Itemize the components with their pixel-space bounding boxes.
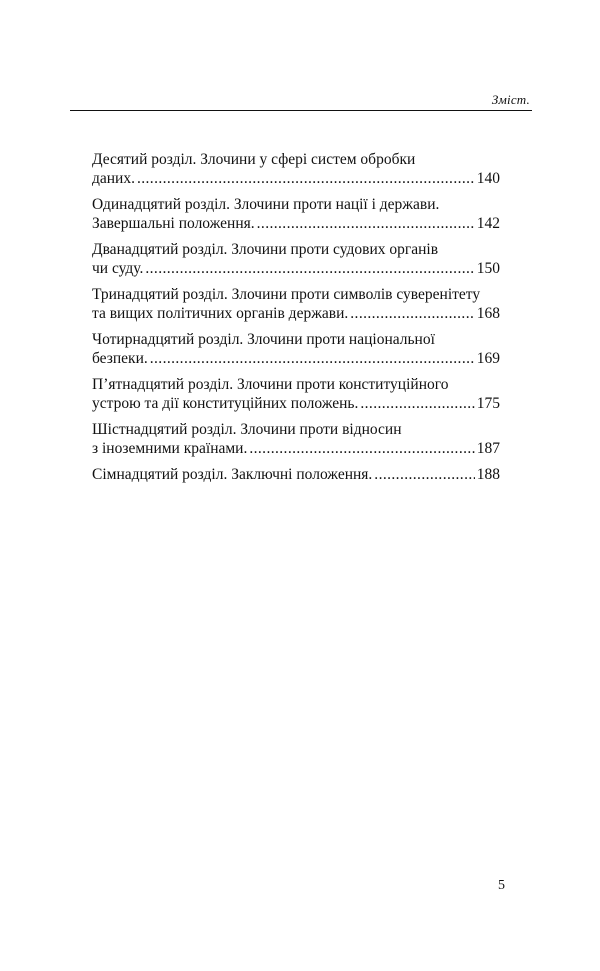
toc-page-number: 169 bbox=[476, 350, 500, 367]
toc-entry-chapter-13[interactable] bbox=[92, 285, 500, 323]
toc-entry-title: Десятий розділ. Злочини у сфері систем обробки bbox=[92, 151, 416, 168]
toc-entry-title: Шістнадцятий розділ. Злочини проти відносин bbox=[92, 421, 402, 438]
dot-leader bbox=[360, 394, 474, 413]
toc-entry-chapter-10[interactable] bbox=[92, 150, 500, 188]
toc-entry-title-end: з іноземними країнами. bbox=[92, 440, 248, 457]
toc-entry-title-end: даних. bbox=[92, 170, 135, 187]
toc-entry-title: Чотирнадцятий розділ. Злочини проти національної bbox=[92, 331, 435, 348]
toc-entry-chapter-15[interactable] bbox=[92, 375, 500, 413]
toc-entry-title: Сімнадцятий розділ. Заключні положення. bbox=[92, 466, 373, 483]
toc-entry-chapter-14[interactable] bbox=[92, 330, 500, 368]
dot-leader bbox=[145, 259, 474, 278]
table-of-contents bbox=[92, 150, 500, 491]
dot-leader bbox=[257, 214, 475, 233]
dot-leader bbox=[350, 304, 474, 323]
toc-entry-last-line bbox=[92, 465, 500, 484]
toc-page-number: 168 bbox=[476, 305, 500, 322]
toc-entry-title-end: устрою та дії конституційних положень. bbox=[92, 395, 359, 412]
toc-entry-last-line bbox=[92, 259, 500, 278]
toc-entry-last-line bbox=[92, 214, 500, 233]
toc-page-number: 142 bbox=[476, 215, 500, 232]
toc-page-number: 187 bbox=[476, 440, 500, 457]
toc-entry-title-end: та вищих політичних органів держави. bbox=[92, 305, 349, 322]
toc-entry-title: Одинадцятий розділ. Злочини проти нації і держави. bbox=[92, 196, 440, 213]
toc-entry-chapter-17[interactable] bbox=[92, 465, 500, 484]
dot-leader bbox=[137, 169, 475, 188]
toc-entry-chapter-11[interactable] bbox=[92, 195, 500, 233]
toc-entry-chapter-12[interactable] bbox=[92, 240, 500, 278]
toc-entry-title: Тринадцятий розділ. Злочини проти символів суверенітету bbox=[92, 286, 481, 303]
toc-entry-last-line bbox=[92, 304, 500, 323]
toc-page-number: 150 bbox=[476, 260, 500, 277]
toc-entry-title: П’ятнадцятий розділ. Злочини проти конституційного bbox=[92, 376, 449, 393]
toc-entry-title: Дванадцятий розділ. Злочини проти судових органів bbox=[92, 241, 439, 258]
toc-entry-title-end: безпеки. bbox=[92, 350, 148, 367]
header-rule bbox=[70, 110, 532, 111]
toc-page-number: 188 bbox=[476, 466, 500, 483]
toc-entry-last-line bbox=[92, 439, 500, 458]
toc-entry-title-end: Завершальні положення. bbox=[92, 215, 255, 232]
toc-page-number: 140 bbox=[476, 170, 500, 187]
dot-leader bbox=[150, 349, 475, 368]
toc-entry-last-line bbox=[92, 394, 500, 413]
toc-entry-last-line bbox=[92, 349, 500, 368]
toc-entry-title-end: чи суду. bbox=[92, 260, 144, 277]
toc-entry-chapter-16[interactable] bbox=[92, 420, 500, 458]
page-number: 5 bbox=[498, 878, 505, 893]
running-head: Зміст. bbox=[491, 92, 530, 107]
toc-page-number: 175 bbox=[476, 395, 500, 412]
toc-entry-last-line bbox=[92, 169, 500, 188]
dot-leader bbox=[374, 465, 474, 484]
dot-leader bbox=[249, 439, 474, 458]
